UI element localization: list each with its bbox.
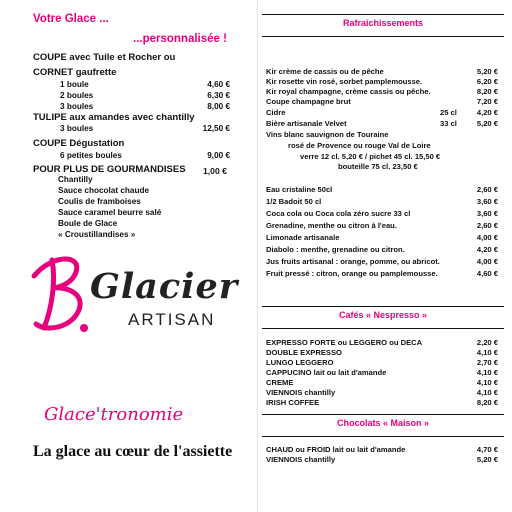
tagline: Glace'tronomie <box>44 404 184 425</box>
section-rule <box>262 436 504 437</box>
menu-row: EXPRESSO FORTE ou LEGGERO ou DECA 2,20 € <box>266 338 498 347</box>
vins-line: Vins blanc sauvignon de Touraine <box>266 130 389 139</box>
section-rule <box>262 414 504 415</box>
section-rule <box>262 306 504 307</box>
menu-row: Kir rosette vin rosé, sorbet pamplemousse. 6,20 € <box>266 77 498 86</box>
menu-row: LUNGO LEGGERO 2,70 € <box>266 358 498 367</box>
menu-row: CHAUD ou FROID lait ou lait d'amande 4,70 € <box>266 445 498 454</box>
menu-row: Kir royal champagne, crème cassis ou pêche. 8,20 € <box>266 87 498 96</box>
cornet-title: CORNET gaufrette <box>33 67 117 78</box>
menu-row: Eau cristaline 50cl 2,60 € <box>266 185 498 194</box>
menu-row: Diabolo : menthe, grenadine ou citron. 4,20 € <box>266 245 498 254</box>
chocolats-title: Chocolats « Maison » <box>336 418 430 428</box>
menu-row: IRISH COFFEE 8,20 € <box>266 398 498 407</box>
degustation-title: COUPE Dégustation <box>33 138 125 149</box>
logo-name: Glacier <box>90 266 239 307</box>
coupe-row: 2 boules 6,30 € <box>60 91 230 100</box>
extra-item: Sauce chocolat chaude <box>58 186 150 195</box>
degustation-row: 6 petites boules 9,00 € <box>60 151 230 160</box>
menu-row: Cidre 25 cl 4,20 € <box>266 108 498 117</box>
section-rule <box>262 14 504 15</box>
slogan: La glace au cœur de l'assiette <box>33 443 233 460</box>
coupe-row: 3 boules 8,00 € <box>60 102 230 111</box>
logo-sub: ARTISAN <box>128 310 216 329</box>
menu-row: Fruit pressé : citron, orange ou pamplemousse. 4,60 € <box>266 269 498 278</box>
gourmandises-price: 1,00 € <box>203 166 227 176</box>
menu-row: 1/2 Badoit 50 cl 3,60 € <box>266 197 498 206</box>
menu-row: Kir crème de cassis ou de pêche 5,20 € <box>266 67 498 76</box>
section-rule <box>262 328 504 329</box>
vins-line: verre 12 cl. 5,20 € / pichet 45 cl. 15,50 € <box>300 152 441 161</box>
left-title-votre-glace: Votre Glace ... <box>33 13 109 25</box>
extra-item: Chantilly <box>58 175 93 184</box>
menu-row: Bière artisanale Velvet 33 cl 5,20 € <box>266 119 498 128</box>
cafes-title: Cafés « Nespresso » <box>338 310 428 320</box>
page-fold <box>257 0 258 512</box>
coupe-title: COUPE avec Tuile et Rocher ou <box>33 52 176 63</box>
extra-item: Coulis de framboises <box>58 197 141 206</box>
vins-line: rosé de Provence ou rouge Val de Loire <box>288 141 431 150</box>
tulipe-title: TULIPE aux amandes avec chantilly <box>33 112 195 123</box>
menu-row: VIENNOIS chantilly 4,10 € <box>266 388 498 397</box>
extra-item: Boule de Glace <box>58 219 118 228</box>
menu-row: CREME 4,10 € <box>266 378 498 387</box>
extra-item: « Croustillandises » <box>58 230 136 239</box>
menu-row: DOUBLE EXPRESSO 4,10 € <box>266 348 498 357</box>
menu-row: Coca cola ou Coca cola zéro sucre 33 cl 3,60 € <box>266 209 498 218</box>
coupe-row: 1 boule 4,60 € <box>60 80 230 89</box>
menu-row: Coupe champagne brut 7,20 € <box>266 97 498 106</box>
menu-row: VIENNOIS chantilly 5,20 € <box>266 455 498 464</box>
menu-row: Jus fruits artisanal : orange, pomme, ou abricot. 4,00 € <box>266 257 498 266</box>
section-rule <box>262 36 504 37</box>
menu-row: CAPPUCINO lait ou lait d'amande 4,10 € <box>266 368 498 377</box>
rafraichissements-title: Rafraichissements <box>342 18 424 28</box>
menu-row: Limonade artisanale 4,00 € <box>266 233 498 242</box>
brand-logo <box>22 250 252 340</box>
tulipe-row: 3 boules 12,50 € <box>60 124 230 133</box>
extra-item: Sauce caramel beurre salé <box>58 208 162 217</box>
gourmandises-title: POUR PLUS DE GOURMANDISES <box>33 164 186 175</box>
left-title-personnalisee: ...personnalisée ! <box>133 33 227 45</box>
vins-line: bouteille 75 cl. 23,50 € <box>338 162 418 171</box>
menu-row: Grenadine, menthe ou citron à l'eau. 2,60 € <box>266 221 498 230</box>
